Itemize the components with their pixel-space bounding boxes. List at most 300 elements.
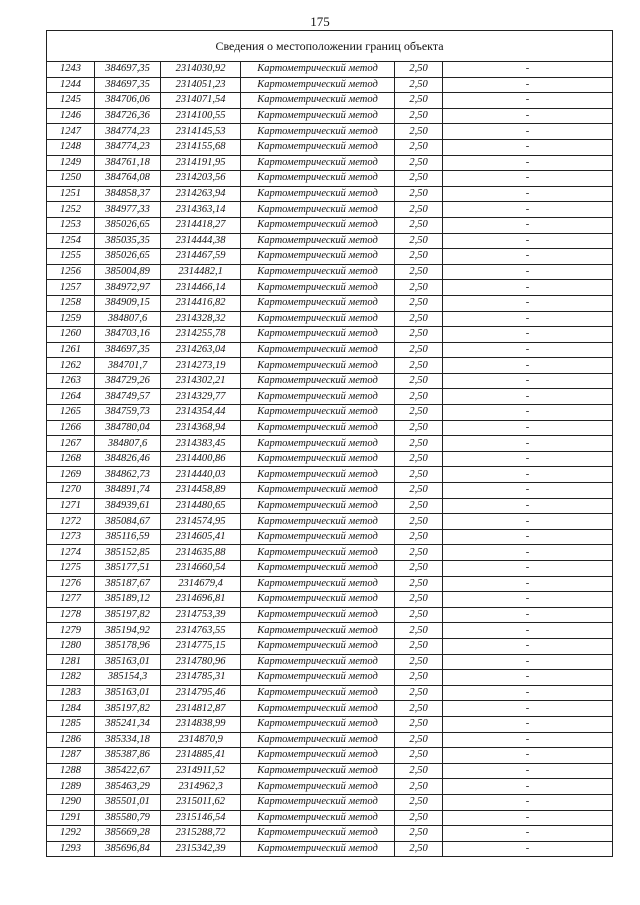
- method-cell: Картометрический метод: [241, 529, 395, 545]
- point-number-cell: 1249: [47, 155, 95, 171]
- point-number-cell: 1293: [47, 841, 95, 857]
- point-number-cell: 1243: [47, 62, 95, 78]
- precision-cell: 2,50: [395, 436, 443, 452]
- y-coordinate-cell: 2314911,52: [161, 763, 241, 779]
- x-coordinate-cell: 384862,73: [95, 467, 161, 483]
- method-cell: Картометрический метод: [241, 561, 395, 577]
- table-row: [47, 716, 613, 732]
- table-row: [47, 405, 613, 421]
- precision-cell: 2,50: [395, 701, 443, 717]
- method-cell: Картометрический метод: [241, 763, 395, 779]
- method-cell: Картометрический метод: [241, 498, 395, 514]
- precision-cell: 2,50: [395, 186, 443, 202]
- y-coordinate-cell: 2314679,4: [161, 576, 241, 592]
- x-coordinate-cell: 385580,79: [95, 810, 161, 826]
- x-coordinate-cell: 385152,85: [95, 545, 161, 561]
- table-row: [47, 483, 613, 499]
- y-coordinate-cell: 2314416,82: [161, 295, 241, 311]
- description-cell: -: [443, 514, 613, 530]
- method-cell: Картометрический метод: [241, 155, 395, 171]
- method-cell: Картометрический метод: [241, 748, 395, 764]
- precision-cell: 2,50: [395, 545, 443, 561]
- table-row: [47, 545, 613, 561]
- table-row: [47, 171, 613, 187]
- description-cell: -: [443, 623, 613, 639]
- description-cell: -: [443, 139, 613, 155]
- point-number-cell: 1277: [47, 592, 95, 608]
- precision-cell: 2,50: [395, 826, 443, 842]
- x-coordinate-cell: 385696,84: [95, 841, 161, 857]
- y-coordinate-cell: 2314467,59: [161, 249, 241, 265]
- point-number-cell: 1275: [47, 561, 95, 577]
- table-row: [47, 373, 613, 389]
- point-number-cell: 1287: [47, 748, 95, 764]
- boundary-coordinates-table: [46, 30, 613, 857]
- description-cell: -: [443, 810, 613, 826]
- y-coordinate-cell: 2315342,39: [161, 841, 241, 857]
- y-coordinate-cell: 2314203,56: [161, 171, 241, 187]
- precision-cell: 2,50: [395, 62, 443, 78]
- method-cell: Картометрический метод: [241, 716, 395, 732]
- table-row: [47, 451, 613, 467]
- precision-cell: 2,50: [395, 529, 443, 545]
- point-number-cell: 1257: [47, 280, 95, 296]
- x-coordinate-cell: 385669,28: [95, 826, 161, 842]
- table-row: [47, 654, 613, 670]
- y-coordinate-cell: 2314480,65: [161, 498, 241, 514]
- x-coordinate-cell: 384774,23: [95, 124, 161, 140]
- y-coordinate-cell: 2314885,41: [161, 748, 241, 764]
- method-cell: Картометрический метод: [241, 77, 395, 93]
- precision-cell: 2,50: [395, 295, 443, 311]
- precision-cell: 2,50: [395, 685, 443, 701]
- description-cell: -: [443, 202, 613, 218]
- method-cell: Картометрический метод: [241, 405, 395, 421]
- description-cell: -: [443, 483, 613, 499]
- point-number-cell: 1273: [47, 529, 95, 545]
- table-row: [47, 217, 613, 233]
- point-number-cell: 1291: [47, 810, 95, 826]
- precision-cell: 2,50: [395, 498, 443, 514]
- precision-cell: 2,50: [395, 155, 443, 171]
- y-coordinate-cell: 2314574,95: [161, 514, 241, 530]
- precision-cell: 2,50: [395, 638, 443, 654]
- y-coordinate-cell: 2314328,32: [161, 311, 241, 327]
- y-coordinate-cell: 2314753,39: [161, 607, 241, 623]
- description-cell: -: [443, 405, 613, 421]
- method-cell: Картометрический метод: [241, 124, 395, 140]
- table-row: [47, 202, 613, 218]
- table-row: [47, 576, 613, 592]
- method-cell: Картометрический метод: [241, 373, 395, 389]
- point-number-cell: 1288: [47, 763, 95, 779]
- table-row: [47, 467, 613, 483]
- method-cell: Картометрический метод: [241, 327, 395, 343]
- x-coordinate-cell: 384977,33: [95, 202, 161, 218]
- x-coordinate-cell: 384697,35: [95, 62, 161, 78]
- precision-cell: 2,50: [395, 420, 443, 436]
- point-number-cell: 1279: [47, 623, 95, 639]
- y-coordinate-cell: 2314273,19: [161, 358, 241, 374]
- x-coordinate-cell: 384706,06: [95, 93, 161, 109]
- precision-cell: 2,50: [395, 716, 443, 732]
- point-number-cell: 1276: [47, 576, 95, 592]
- description-cell: -: [443, 498, 613, 514]
- description-cell: -: [443, 108, 613, 124]
- precision-cell: 2,50: [395, 139, 443, 155]
- method-cell: Картометрический метод: [241, 841, 395, 857]
- method-cell: Картометрический метод: [241, 794, 395, 810]
- point-number-cell: 1261: [47, 342, 95, 358]
- description-cell: -: [443, 171, 613, 187]
- table-row: [47, 763, 613, 779]
- method-cell: Картометрический метод: [241, 638, 395, 654]
- description-cell: -: [443, 732, 613, 748]
- point-number-cell: 1286: [47, 732, 95, 748]
- precision-cell: 2,50: [395, 327, 443, 343]
- table-row: [47, 592, 613, 608]
- x-coordinate-cell: 385463,29: [95, 779, 161, 795]
- method-cell: Картометрический метод: [241, 607, 395, 623]
- method-cell: Картометрический метод: [241, 701, 395, 717]
- method-cell: Картометрический метод: [241, 62, 395, 78]
- point-number-cell: 1263: [47, 373, 95, 389]
- point-number-cell: 1292: [47, 826, 95, 842]
- y-coordinate-cell: 2315146,54: [161, 810, 241, 826]
- y-coordinate-cell: 2314696,81: [161, 592, 241, 608]
- x-coordinate-cell: 384807,6: [95, 436, 161, 452]
- x-coordinate-cell: 385334,18: [95, 732, 161, 748]
- y-coordinate-cell: 2314030,92: [161, 62, 241, 78]
- y-coordinate-cell: 2314302,21: [161, 373, 241, 389]
- method-cell: Картометрический метод: [241, 467, 395, 483]
- x-coordinate-cell: 385154,3: [95, 670, 161, 686]
- x-coordinate-cell: 385026,65: [95, 249, 161, 265]
- x-coordinate-cell: 385178,96: [95, 638, 161, 654]
- point-number-cell: 1272: [47, 514, 95, 530]
- precision-cell: 2,50: [395, 794, 443, 810]
- y-coordinate-cell: 2314329,77: [161, 389, 241, 405]
- description-cell: -: [443, 373, 613, 389]
- point-number-cell: 1252: [47, 202, 95, 218]
- table-row: [47, 748, 613, 764]
- description-cell: -: [443, 420, 613, 436]
- y-coordinate-cell: 2314191,95: [161, 155, 241, 171]
- table-title-row: [47, 31, 613, 62]
- precision-cell: 2,50: [395, 373, 443, 389]
- x-coordinate-cell: 384764,08: [95, 171, 161, 187]
- method-cell: Картометрический метод: [241, 108, 395, 124]
- point-number-cell: 1271: [47, 498, 95, 514]
- table-row: [47, 841, 613, 857]
- point-number-cell: 1264: [47, 389, 95, 405]
- method-cell: Картометрический метод: [241, 295, 395, 311]
- description-cell: -: [443, 529, 613, 545]
- description-cell: -: [443, 685, 613, 701]
- x-coordinate-cell: 384749,57: [95, 389, 161, 405]
- method-cell: Картометрический метод: [241, 436, 395, 452]
- point-number-cell: 1266: [47, 420, 95, 436]
- description-cell: -: [443, 124, 613, 140]
- description-cell: -: [443, 93, 613, 109]
- description-cell: -: [443, 217, 613, 233]
- x-coordinate-cell: 385422,67: [95, 763, 161, 779]
- description-cell: -: [443, 311, 613, 327]
- x-coordinate-cell: 384703,16: [95, 327, 161, 343]
- x-coordinate-cell: 385026,65: [95, 217, 161, 233]
- precision-cell: 2,50: [395, 405, 443, 421]
- point-number-cell: 1285: [47, 716, 95, 732]
- method-cell: Картометрический метод: [241, 93, 395, 109]
- table-row: [47, 186, 613, 202]
- y-coordinate-cell: 2314368,94: [161, 420, 241, 436]
- precision-cell: 2,50: [395, 514, 443, 530]
- precision-cell: 2,50: [395, 264, 443, 280]
- point-number-cell: 1258: [47, 295, 95, 311]
- point-number-cell: 1259: [47, 311, 95, 327]
- point-number-cell: 1268: [47, 451, 95, 467]
- description-cell: -: [443, 451, 613, 467]
- precision-cell: 2,50: [395, 77, 443, 93]
- table-row: [47, 295, 613, 311]
- precision-cell: 2,50: [395, 108, 443, 124]
- table-row: [47, 311, 613, 327]
- y-coordinate-cell: 2314255,78: [161, 327, 241, 343]
- page-number: 175: [310, 14, 330, 29]
- point-number-cell: 1245: [47, 93, 95, 109]
- method-cell: Картометрический метод: [241, 280, 395, 296]
- description-cell: -: [443, 249, 613, 265]
- precision-cell: 2,50: [395, 389, 443, 405]
- description-cell: -: [443, 592, 613, 608]
- x-coordinate-cell: 384701,7: [95, 358, 161, 374]
- description-cell: -: [443, 779, 613, 795]
- description-cell: -: [443, 701, 613, 717]
- table-row: [47, 139, 613, 155]
- x-coordinate-cell: 385163,01: [95, 654, 161, 670]
- table-row: [47, 155, 613, 171]
- point-number-cell: 1246: [47, 108, 95, 124]
- precision-cell: 2,50: [395, 358, 443, 374]
- y-coordinate-cell: 2314870,9: [161, 732, 241, 748]
- table-row: [47, 670, 613, 686]
- description-cell: -: [443, 763, 613, 779]
- table-row: [47, 732, 613, 748]
- x-coordinate-cell: 385501,01: [95, 794, 161, 810]
- table-row: [47, 62, 613, 78]
- point-number-cell: 1254: [47, 233, 95, 249]
- y-coordinate-cell: 2314400,86: [161, 451, 241, 467]
- description-cell: -: [443, 561, 613, 577]
- y-coordinate-cell: 2314660,54: [161, 561, 241, 577]
- description-cell: -: [443, 467, 613, 483]
- x-coordinate-cell: 385197,82: [95, 701, 161, 717]
- x-coordinate-cell: 384729,26: [95, 373, 161, 389]
- point-number-cell: 1269: [47, 467, 95, 483]
- y-coordinate-cell: 2314838,99: [161, 716, 241, 732]
- point-number-cell: 1265: [47, 405, 95, 421]
- y-coordinate-cell: 2314780,96: [161, 654, 241, 670]
- precision-cell: 2,50: [395, 249, 443, 265]
- method-cell: Картометрический метод: [241, 358, 395, 374]
- method-cell: Картометрический метод: [241, 732, 395, 748]
- point-number-cell: 1270: [47, 483, 95, 499]
- y-coordinate-cell: 2314071,54: [161, 93, 241, 109]
- method-cell: Картометрический метод: [241, 670, 395, 686]
- table-row: [47, 327, 613, 343]
- point-number-cell: 1260: [47, 327, 95, 343]
- description-cell: -: [443, 638, 613, 654]
- method-cell: Картометрический метод: [241, 826, 395, 842]
- y-coordinate-cell: 2314100,55: [161, 108, 241, 124]
- precision-cell: 2,50: [395, 779, 443, 795]
- point-number-cell: 1282: [47, 670, 95, 686]
- method-cell: Картометрический метод: [241, 264, 395, 280]
- precision-cell: 2,50: [395, 623, 443, 639]
- method-cell: Картометрический метод: [241, 810, 395, 826]
- method-cell: Картометрический метод: [241, 217, 395, 233]
- precision-cell: 2,50: [395, 124, 443, 140]
- precision-cell: 2,50: [395, 280, 443, 296]
- method-cell: Картометрический метод: [241, 186, 395, 202]
- description-cell: -: [443, 233, 613, 249]
- point-number-cell: 1284: [47, 701, 95, 717]
- precision-cell: 2,50: [395, 732, 443, 748]
- precision-cell: 2,50: [395, 233, 443, 249]
- y-coordinate-cell: 2314795,46: [161, 685, 241, 701]
- x-coordinate-cell: 385004,89: [95, 264, 161, 280]
- y-coordinate-cell: 2314418,27: [161, 217, 241, 233]
- precision-cell: 2,50: [395, 342, 443, 358]
- point-number-cell: 1255: [47, 249, 95, 265]
- description-cell: -: [443, 545, 613, 561]
- y-coordinate-cell: 2314155,68: [161, 139, 241, 155]
- table-row: [47, 623, 613, 639]
- point-number-cell: 1267: [47, 436, 95, 452]
- y-coordinate-cell: 2314354,44: [161, 405, 241, 421]
- table-row: [47, 249, 613, 265]
- point-number-cell: 1262: [47, 358, 95, 374]
- x-coordinate-cell: 385387,86: [95, 748, 161, 764]
- description-cell: -: [443, 607, 613, 623]
- table-row: [47, 389, 613, 405]
- description-cell: -: [443, 295, 613, 311]
- description-cell: -: [443, 280, 613, 296]
- x-coordinate-cell: 384939,61: [95, 498, 161, 514]
- description-cell: -: [443, 186, 613, 202]
- x-coordinate-cell: 385187,67: [95, 576, 161, 592]
- y-coordinate-cell: 2315288,72: [161, 826, 241, 842]
- method-cell: Картометрический метод: [241, 545, 395, 561]
- table-row: [47, 607, 613, 623]
- y-coordinate-cell: 2314635,88: [161, 545, 241, 561]
- precision-cell: 2,50: [395, 670, 443, 686]
- x-coordinate-cell: 384909,15: [95, 295, 161, 311]
- table-row: [47, 638, 613, 654]
- x-coordinate-cell: 384807,6: [95, 311, 161, 327]
- method-cell: Картометрический метод: [241, 249, 395, 265]
- description-cell: -: [443, 327, 613, 343]
- description-cell: -: [443, 342, 613, 358]
- method-cell: Картометрический метод: [241, 514, 395, 530]
- description-cell: -: [443, 794, 613, 810]
- description-cell: -: [443, 389, 613, 405]
- y-coordinate-cell: 2314785,31: [161, 670, 241, 686]
- y-coordinate-cell: 2314383,45: [161, 436, 241, 452]
- precision-cell: 2,50: [395, 171, 443, 187]
- x-coordinate-cell: 385194,92: [95, 623, 161, 639]
- precision-cell: 2,50: [395, 561, 443, 577]
- table-title: Сведения о местоположении границ объекта: [47, 31, 613, 62]
- x-coordinate-cell: 384774,23: [95, 139, 161, 155]
- x-coordinate-cell: 385163,01: [95, 685, 161, 701]
- x-coordinate-cell: 384780,04: [95, 420, 161, 436]
- description-cell: -: [443, 155, 613, 171]
- table-row: [47, 826, 613, 842]
- table-row: [47, 685, 613, 701]
- x-coordinate-cell: 384759,73: [95, 405, 161, 421]
- y-coordinate-cell: 2314444,38: [161, 233, 241, 249]
- method-cell: Картометрический метод: [241, 483, 395, 499]
- x-coordinate-cell: 384891,74: [95, 483, 161, 499]
- point-number-cell: 1280: [47, 638, 95, 654]
- x-coordinate-cell: 385197,82: [95, 607, 161, 623]
- table-row: [47, 514, 613, 530]
- y-coordinate-cell: 2314466,14: [161, 280, 241, 296]
- y-coordinate-cell: 2314145,53: [161, 124, 241, 140]
- method-cell: Картометрический метод: [241, 576, 395, 592]
- table-row: [47, 701, 613, 717]
- x-coordinate-cell: 384972,97: [95, 280, 161, 296]
- point-number-cell: 1289: [47, 779, 95, 795]
- table-row: [47, 108, 613, 124]
- table-row: [47, 498, 613, 514]
- x-coordinate-cell: 384826,46: [95, 451, 161, 467]
- point-number-cell: 1247: [47, 124, 95, 140]
- point-number-cell: 1281: [47, 654, 95, 670]
- description-cell: -: [443, 62, 613, 78]
- precision-cell: 2,50: [395, 93, 443, 109]
- method-cell: Картометрический метод: [241, 342, 395, 358]
- table-row: [47, 436, 613, 452]
- description-cell: -: [443, 77, 613, 93]
- table-row: [47, 280, 613, 296]
- precision-cell: 2,50: [395, 576, 443, 592]
- method-cell: Картометрический метод: [241, 779, 395, 795]
- precision-cell: 2,50: [395, 841, 443, 857]
- precision-cell: 2,50: [395, 592, 443, 608]
- precision-cell: 2,50: [395, 451, 443, 467]
- precision-cell: 2,50: [395, 654, 443, 670]
- method-cell: Картометрический метод: [241, 311, 395, 327]
- description-cell: -: [443, 358, 613, 374]
- y-coordinate-cell: 2314458,89: [161, 483, 241, 499]
- precision-cell: 2,50: [395, 202, 443, 218]
- description-cell: -: [443, 264, 613, 280]
- table-row: [47, 561, 613, 577]
- point-number-cell: 1253: [47, 217, 95, 233]
- table-row: [47, 264, 613, 280]
- table-row: [47, 77, 613, 93]
- y-coordinate-cell: 2314962,3: [161, 779, 241, 795]
- description-cell: -: [443, 670, 613, 686]
- precision-cell: 2,50: [395, 483, 443, 499]
- table-row: [47, 420, 613, 436]
- method-cell: Картометрический метод: [241, 654, 395, 670]
- y-coordinate-cell: 2314605,41: [161, 529, 241, 545]
- table-row: [47, 529, 613, 545]
- description-cell: -: [443, 654, 613, 670]
